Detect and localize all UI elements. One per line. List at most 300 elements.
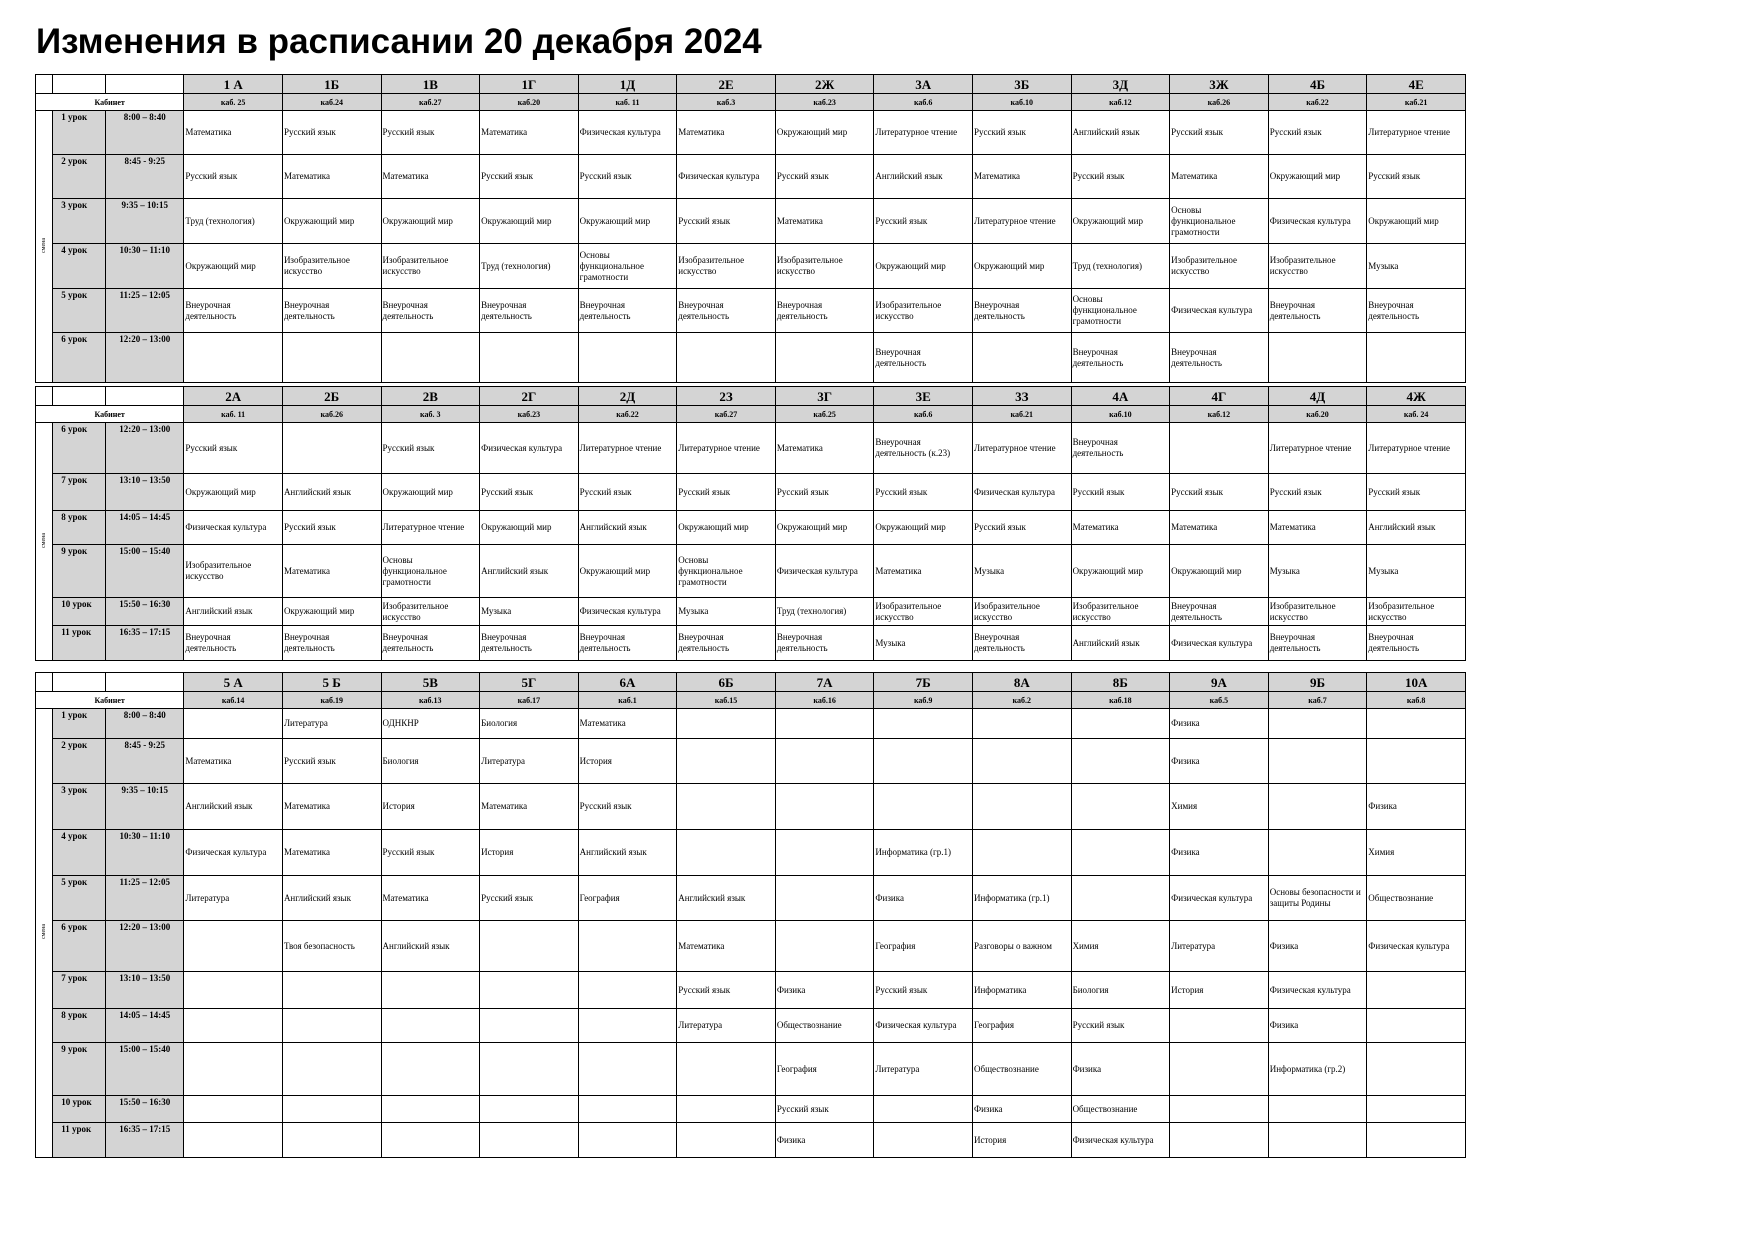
subject-cell [381,1009,480,1043]
shift-label: смена [41,237,48,253]
cabinet-label: Кабинет [36,692,184,709]
subject-cell: Физическая культура [1170,626,1269,661]
subject-cell: Литературное чтение [381,511,480,545]
lesson-time: 15:50 – 16:30 [106,1096,184,1123]
class-name: 2Б [282,387,381,406]
subject-cell [184,921,283,972]
subject-cell: Математика [972,155,1071,199]
subject-cell [1367,709,1466,739]
subject-cell: Математика [677,921,776,972]
lesson-time: 15:50 – 16:30 [106,598,184,626]
subject-cell: История [578,739,677,784]
subject-cell: Обществознание [775,1009,874,1043]
subject-cell [1268,739,1367,784]
subject-cell [381,972,480,1009]
subject-cell [677,709,776,739]
subject-cell: Изобразительное искусство [874,289,973,333]
class-name: 3А [874,75,973,94]
subject-cell [677,1096,776,1123]
lesson-number: 8 урок [53,1009,106,1043]
subject-cell: Математика [381,876,480,921]
lesson-row [36,111,1466,155]
subject-cell: Окружающий мир [480,511,579,545]
room-number: каб.23 [775,94,874,111]
subject-cell: Литературное чтение [1367,423,1466,474]
room-number: каб.23 [480,406,579,423]
subject-cell: Русский язык [677,972,776,1009]
class-name: 6А [578,673,677,692]
subject-cell [677,784,776,830]
subject-cell: Математика [381,155,480,199]
subject-cell [1170,1123,1269,1158]
subject-cell: Окружающий мир [1367,199,1466,244]
subject-cell: Английский язык [677,876,776,921]
room-number: каб.27 [677,406,776,423]
subject-cell [1268,1096,1367,1123]
subject-cell [1268,830,1367,876]
subject-cell: Русский язык [282,111,381,155]
subject-cell: Изобразительное искусство [1170,244,1269,289]
subject-cell: Внеурочная деятельность [1367,289,1466,333]
subject-cell [677,739,776,784]
subject-cell: Музыка [1268,545,1367,598]
subject-cell: Химия [1170,784,1269,830]
lesson-number: 6 урок [53,333,106,383]
room-number: каб.16 [775,692,874,709]
subject-cell [578,1043,677,1096]
subject-cell [480,972,579,1009]
subject-cell: Химия [1071,921,1170,972]
lesson-row [36,1043,1466,1096]
subject-cell [1367,1096,1466,1123]
subject-cell: Физика [1367,784,1466,830]
subject-cell: Литературное чтение [677,423,776,474]
subject-cell: История [381,784,480,830]
subject-cell [775,921,874,972]
subject-cell: Музыка [874,626,973,661]
subject-cell: Русский язык [578,474,677,511]
room-number: каб.3 [677,94,776,111]
lesson-row [36,474,1466,511]
subject-cell: Окружающий мир [1071,545,1170,598]
lesson-number: 6 урок [53,423,106,474]
subject-cell: Внеурочная деятельность [775,289,874,333]
subject-cell: Математика [480,784,579,830]
subject-cell: Окружающий мир [282,598,381,626]
subject-cell [972,333,1071,383]
subject-cell: Музыка [1367,244,1466,289]
subject-cell [184,1043,283,1096]
subject-cell: Русский язык [1268,474,1367,511]
lesson-time: 13:10 – 13:50 [106,474,184,511]
subject-cell [184,972,283,1009]
subject-cell: Русский язык [282,511,381,545]
subject-cell: Изобразительное искусство [1268,598,1367,626]
class-name: 2Д [578,387,677,406]
room-number: каб. 25 [184,94,283,111]
lesson-number: 9 урок [53,545,106,598]
lesson-number: 4 урок [53,830,106,876]
subject-cell: Физика [1268,921,1367,972]
subject-cell [480,1043,579,1096]
subject-cell [874,784,973,830]
subject-cell: Основы функциональное грамотности [677,545,776,598]
subject-cell: Физика [972,1096,1071,1123]
subject-cell: История [480,830,579,876]
room-number: каб.17 [480,692,579,709]
subject-cell [1367,1123,1466,1158]
room-number: каб.26 [1170,94,1269,111]
subject-cell: Внеурочная деятельность [874,333,973,383]
header-blank-cell [53,673,106,692]
subject-cell [282,1043,381,1096]
subject-cell [480,333,579,383]
subject-cell: Окружающий мир [578,199,677,244]
subject-cell: Физическая культура [1268,199,1367,244]
subject-cell: Физическая культура [677,155,776,199]
subject-cell: Внеурочная деятельность [184,626,283,661]
room-number: каб.9 [874,692,973,709]
subject-cell: Математика [1170,155,1269,199]
subject-cell: Физическая культура [1268,972,1367,1009]
subject-cell [480,1123,579,1158]
subject-cell: Русский язык [677,199,776,244]
subject-cell: Окружающий мир [381,474,480,511]
subject-cell [1071,709,1170,739]
lesson-number: 10 урок [53,1096,106,1123]
room-number: каб.22 [578,406,677,423]
class-name: 9А [1170,673,1269,692]
subject-cell: Окружающий мир [874,244,973,289]
subject-cell [775,830,874,876]
subject-cell: Математика [1170,511,1269,545]
lesson-row [36,626,1466,661]
subject-cell: Физика [775,1123,874,1158]
subject-cell: Русский язык [1367,155,1466,199]
subject-cell: Внеурочная деятельность [578,289,677,333]
room-number: каб.24 [282,94,381,111]
subject-cell: Биология [480,709,579,739]
lesson-time: 12:20 – 13:00 [106,333,184,383]
subject-cell [775,784,874,830]
subject-cell: Внеурочная деятельность [1367,626,1466,661]
subject-cell: География [775,1043,874,1096]
subject-cell [282,1123,381,1158]
subject-cell: Окружающий мир [184,474,283,511]
subject-cell [1268,1123,1367,1158]
subject-cell: Литература [1170,921,1269,972]
subject-cell: Литературное чтение [1367,111,1466,155]
lesson-row [36,1123,1466,1158]
subject-cell [972,709,1071,739]
subject-cell [1268,333,1367,383]
header-blank-cell [106,387,184,406]
subject-cell: Математика [578,709,677,739]
subject-cell: Окружающий мир [775,511,874,545]
subject-cell: Русский язык [578,155,677,199]
subject-cell: Математика [1268,511,1367,545]
class-name: 6Б [677,673,776,692]
class-name: 3З [972,387,1071,406]
class-name: 2Ж [775,75,874,94]
lesson-number: 9 урок [53,1043,106,1096]
subject-cell: Окружающий мир [381,199,480,244]
lesson-number: 7 урок [53,972,106,1009]
subject-cell: Физическая культура [874,1009,973,1043]
subject-cell: Английский язык [282,876,381,921]
subject-cell [1268,709,1367,739]
subject-cell: Внеурочная деятельность [381,626,480,661]
subject-cell: Русский язык [184,155,283,199]
subject-cell: Труд (технология) [775,598,874,626]
header-blank-cell [53,75,106,94]
subject-cell: Окружающий мир [972,244,1071,289]
subject-cell [1170,1096,1269,1123]
room-number: каб.20 [1268,406,1367,423]
subject-cell: Информатика (гр.1) [972,876,1071,921]
lesson-time: 14:05 – 14:45 [106,511,184,545]
subject-cell [972,784,1071,830]
subject-cell: Русский язык [677,474,776,511]
header-blank-cell [36,673,53,692]
subject-cell: Физическая культура [184,511,283,545]
lesson-time: 8:45 - 9:25 [106,739,184,784]
lesson-number: 5 урок [53,289,106,333]
subject-cell: Внеурочная деятельность [184,289,283,333]
subject-cell: Основы функциональное грамотности [578,244,677,289]
subject-cell: Русский язык [874,474,973,511]
subject-cell: Труд (технология) [1071,244,1170,289]
subject-cell: География [874,921,973,972]
subject-cell: Изобразительное искусство [775,244,874,289]
subject-cell [381,1043,480,1096]
subject-cell: Физическая культура [578,111,677,155]
subject-cell: Изобразительное искусство [1268,244,1367,289]
subject-cell [480,1009,579,1043]
subject-cell: Русский язык [480,155,579,199]
lesson-time: 16:35 – 17:15 [106,626,184,661]
subject-cell [578,1009,677,1043]
class-name: 4Ж [1367,387,1466,406]
class-name: 2А [184,387,283,406]
subject-cell: Внеурочная деятельность [1170,598,1269,626]
subject-cell: Внеурочная деятельность [1268,289,1367,333]
subject-cell: Информатика (гр.2) [1268,1043,1367,1096]
lesson-row [36,244,1466,289]
subject-cell: Обществознание [972,1043,1071,1096]
subject-cell: Литературное чтение [874,111,973,155]
subject-cell: Окружающий мир [184,244,283,289]
class-header-row [36,387,1466,406]
cabinet-label: Кабинет [36,406,184,423]
subject-cell: Физика [1268,1009,1367,1043]
class-name: 5В [381,673,480,692]
room-number: каб.20 [480,94,579,111]
class-name: 3Б [972,75,1071,94]
class-name: 3Д [1071,75,1170,94]
subject-cell: Русский язык [578,784,677,830]
subject-cell: Биология [1071,972,1170,1009]
class-name: 2Г [480,387,579,406]
lesson-row [36,1009,1466,1043]
class-name: 3Е [874,387,973,406]
subject-cell: Окружающий мир [1268,155,1367,199]
class-header-row [36,75,1466,94]
room-number: каб. 3 [381,406,480,423]
room-number: каб. 11 [578,94,677,111]
room-number: каб.1 [578,692,677,709]
room-number: каб.14 [184,692,283,709]
shift-side-cell [36,111,53,383]
shift-label: смена [41,924,48,939]
room-number: каб.8 [1367,692,1466,709]
subject-cell: Окружающий мир [282,199,381,244]
subject-cell: Информатика [972,972,1071,1009]
lesson-row [36,511,1466,545]
subject-cell: Физическая культура [578,598,677,626]
subject-cell: Окружающий мир [480,199,579,244]
subject-cell [677,333,776,383]
subject-cell: Английский язык [1071,111,1170,155]
subject-cell: Физическая культура [1071,1123,1170,1158]
subject-cell [282,1096,381,1123]
subject-cell: Английский язык [282,474,381,511]
subject-cell: История [1170,972,1269,1009]
class-name: 1В [381,75,480,94]
lesson-number: 10 урок [53,598,106,626]
subject-cell: Химия [1367,830,1466,876]
subject-cell: Окружающий мир [578,545,677,598]
subject-cell [1170,423,1269,474]
subject-cell: Русский язык [1268,111,1367,155]
class-name: 1Б [282,75,381,94]
subject-cell [1367,739,1466,784]
room-number: каб. 11 [184,406,283,423]
subject-cell [1071,739,1170,784]
subject-cell [1170,1009,1269,1043]
subject-cell [1367,972,1466,1009]
subject-cell: Английский язык [874,155,973,199]
schedule-block-1 [35,74,1466,383]
subject-cell: Русский язык [972,111,1071,155]
subject-cell: Внеурочная деятельность [1170,333,1269,383]
subject-cell [775,709,874,739]
subject-cell: Физика [1170,739,1269,784]
shift-label: смена [41,532,48,548]
room-number: каб.26 [282,406,381,423]
subject-cell: Внеурочная деятельность [677,289,776,333]
schedule-block-2 [35,386,1466,661]
subject-cell: Русский язык [1170,474,1269,511]
room-number: каб.13 [381,692,480,709]
subject-cell: Разговоры о важном [972,921,1071,972]
lesson-number: 6 урок [53,921,106,972]
class-name: 7Б [874,673,973,692]
subject-cell [775,739,874,784]
class-name: 4А [1071,387,1170,406]
subject-cell: Внеурочная деятельность [282,626,381,661]
class-name: 1Г [480,75,579,94]
subject-cell: Внеурочная деятельность [972,289,1071,333]
subject-cell [1071,784,1170,830]
subject-cell: Информатика (гр.1) [874,830,973,876]
lesson-time: 11:25 – 12:05 [106,289,184,333]
subject-cell: Русский язык [1071,155,1170,199]
subject-cell [184,333,283,383]
subject-cell: Русский язык [1367,474,1466,511]
subject-cell: Внеурочная деятельность (к.23) [874,423,973,474]
subject-cell [677,1123,776,1158]
header-blank-cell [36,387,53,406]
subject-cell [381,1096,480,1123]
lesson-number: 11 урок [53,1123,106,1158]
room-number: каб.21 [972,406,1071,423]
subject-cell [775,876,874,921]
subject-cell: Внеурочная деятельность [480,289,579,333]
class-name: 5 Б [282,673,381,692]
lesson-row [36,921,1466,972]
subject-cell [480,1096,579,1123]
subject-cell [1170,1043,1269,1096]
subject-cell: Музыка [972,545,1071,598]
lesson-time: 12:20 – 13:00 [106,921,184,972]
subject-cell: Русский язык [282,739,381,784]
class-name: 8Б [1071,673,1170,692]
lesson-row [36,1096,1466,1123]
subject-cell: История [972,1123,1071,1158]
subject-cell: Английский язык [1071,626,1170,661]
subject-cell [381,333,480,383]
subject-cell: Физическая культура [480,423,579,474]
room-number: каб.6 [874,406,973,423]
class-name: 1 А [184,75,283,94]
subject-cell [282,972,381,1009]
subject-cell: Литературное чтение [972,423,1071,474]
subject-cell [184,709,283,739]
room-number: каб.25 [775,406,874,423]
room-number: каб.12 [1170,406,1269,423]
subject-cell: Русский язык [874,199,973,244]
subject-cell: Изобразительное искусство [677,244,776,289]
subject-cell: Физика [1071,1043,1170,1096]
subject-cell: Английский язык [1367,511,1466,545]
subject-cell [972,739,1071,784]
subject-cell: Внеурочная деятельность [480,626,579,661]
lesson-row [36,830,1466,876]
subject-cell: ОДНКНР [381,709,480,739]
subject-cell: Физическая культура [184,830,283,876]
lesson-number: 3 урок [53,784,106,830]
subject-cell: Твоя безопасность [282,921,381,972]
subject-cell: Математика [480,111,579,155]
lesson-time: 15:00 – 15:40 [106,1043,184,1096]
subject-cell: Музыка [480,598,579,626]
subject-cell: Внеурочная деятельность [1071,333,1170,383]
room-number: каб.7 [1268,692,1367,709]
subject-cell: Русский язык [775,155,874,199]
subject-cell: Математика [775,199,874,244]
lesson-time: 8:45 - 9:25 [106,155,184,199]
subject-cell: Внеурочная деятельность [972,626,1071,661]
header-blank-cell [36,75,53,94]
subject-cell [874,1096,973,1123]
subject-cell: Литература [282,709,381,739]
subject-cell: Труд (технология) [184,199,283,244]
rooms-row [36,406,1466,423]
subject-cell [874,739,973,784]
room-number: каб.6 [874,94,973,111]
subject-cell: Математика [677,111,776,155]
